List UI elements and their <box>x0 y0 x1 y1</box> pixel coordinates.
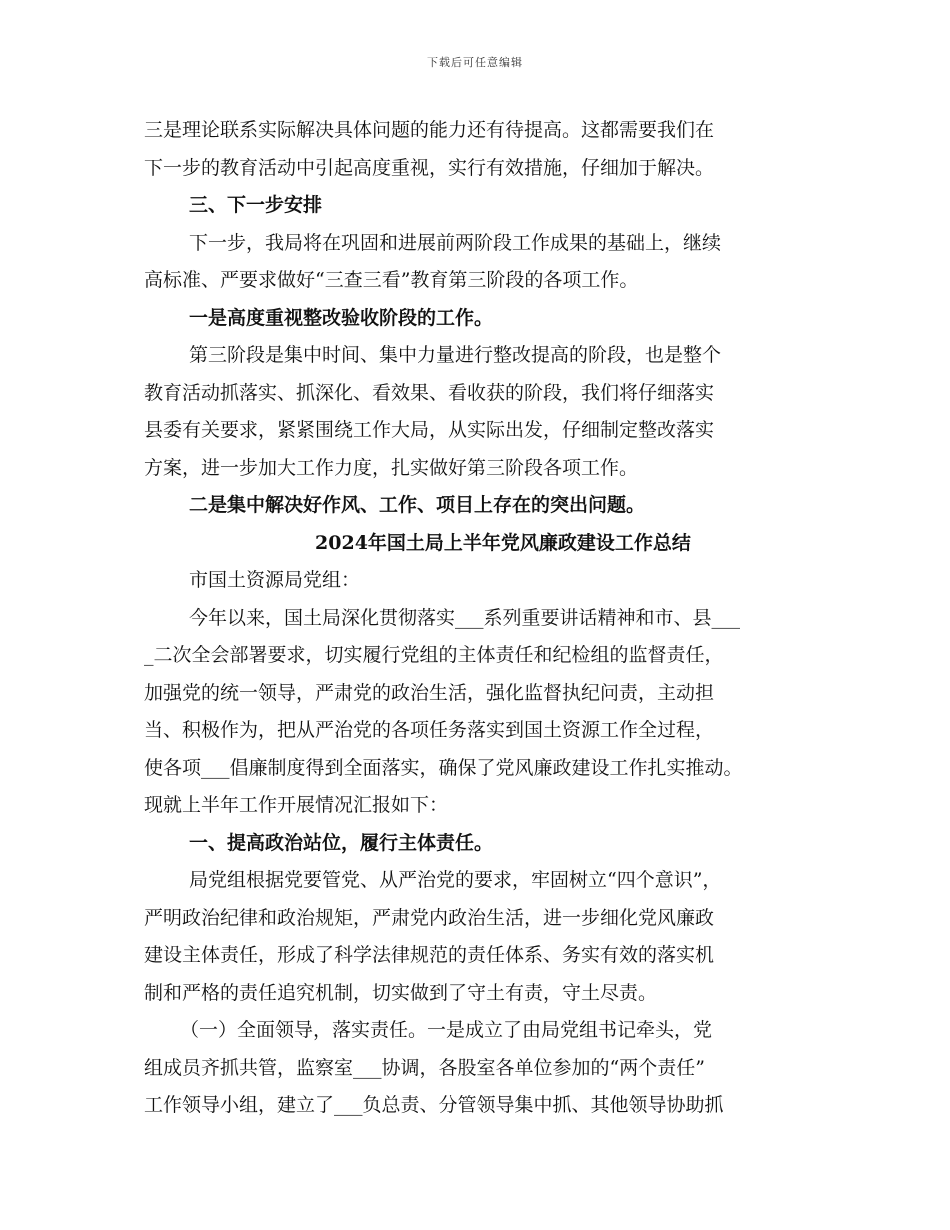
text-line: 教育活动抓落实、抓深化、看效果、看收获的阶段，我们将仔细落实 <box>144 381 715 404</box>
text-line: 局党组根据党要管党、从严治党的要求，牢固树立“四个意识”， <box>189 869 722 891</box>
text-line: 三是理论联系实际解决具体问题的能力还有待提高。这都需要我们在 <box>144 119 715 141</box>
section-heading: 一是高度重视整改验收阶段的工作。 <box>189 306 494 329</box>
salutation: 市国土资源局党组： <box>189 569 361 591</box>
text-line: 组成员齐抓共管，监察室___协调，各股室各单位参加的“两个责任” <box>144 1056 705 1079</box>
text-line: 使各项___倡廉制度得到全面落实，确保了党风廉政建设工作扎实推动。 <box>144 756 743 779</box>
text-line: 县委有关要求，紧紧围绕工作大局，从实际出发，仔细制定整改落实 <box>144 419 715 441</box>
section-heading: 三、下一步安排 <box>189 194 323 216</box>
text-line: 今年以来，国土局深化贯彻落实___系列重要讲话精神和市、县___ <box>189 606 741 629</box>
document-title: 2024年国土局上半年党风廉政建设工作总结 <box>315 531 691 554</box>
text-line: 第三阶段是集中时间、集中力量进行整改提高的阶段，也是整个 <box>189 344 722 366</box>
text-line: 严明政治纪律和政治规矩，严肃党内政治生活，进一步细化党风廉政 <box>144 906 715 929</box>
text-line: 制和严格的责任追究机制，切实做到了守土有责，守土尽责。 <box>144 981 658 1004</box>
page-header: 下载后可任意编辑 <box>427 56 523 69</box>
text-line: 下一步的教育活动中引起高度重视，实行有效措施，仔细加于解决。 <box>144 156 715 179</box>
section-heading: 一、提高政治站位，履行主体责任。 <box>189 831 494 854</box>
text-line: 工作领导小组，建立了___负总责、分管领导集中抓、其他领导协助抓 <box>144 1094 724 1116</box>
text-line: 加强党的统一领导，严肃党的政治生活，强化监督执纪问责，主动担 <box>144 681 715 704</box>
text-line: 高标准、严要求做好“三查三看”教育第三阶段的各项工作。 <box>144 269 639 291</box>
text-line: 方案，进一步加大工作力度，扎实做好第三阶段各项工作。 <box>144 456 639 479</box>
text-line: 现就上半年工作开展情况汇报如下： <box>144 794 449 816</box>
text-line: 当、积极作为，把从严治党的各项任务落实到国土资源工作全过程， <box>144 719 715 741</box>
text-line: （一）全面领导，落实责任。一是成立了由局党组书记牵头，党 <box>180 1019 713 1041</box>
text-line: 建设主体责任，形成了科学法律规范的责任体系、务实有效的落实机 <box>144 944 715 966</box>
text-line: 下一步，我局将在巩固和进展前两阶段工作成果的基础上，继续 <box>189 231 722 254</box>
section-heading: 二是集中解决好作风、工作、项目上存在的突出问题。 <box>189 494 646 516</box>
text-line: _二次全会部署要求，切实履行党组的主体责任和纪检组的监督责任， <box>144 644 724 666</box>
document-body <box>144 112 814 1125</box>
